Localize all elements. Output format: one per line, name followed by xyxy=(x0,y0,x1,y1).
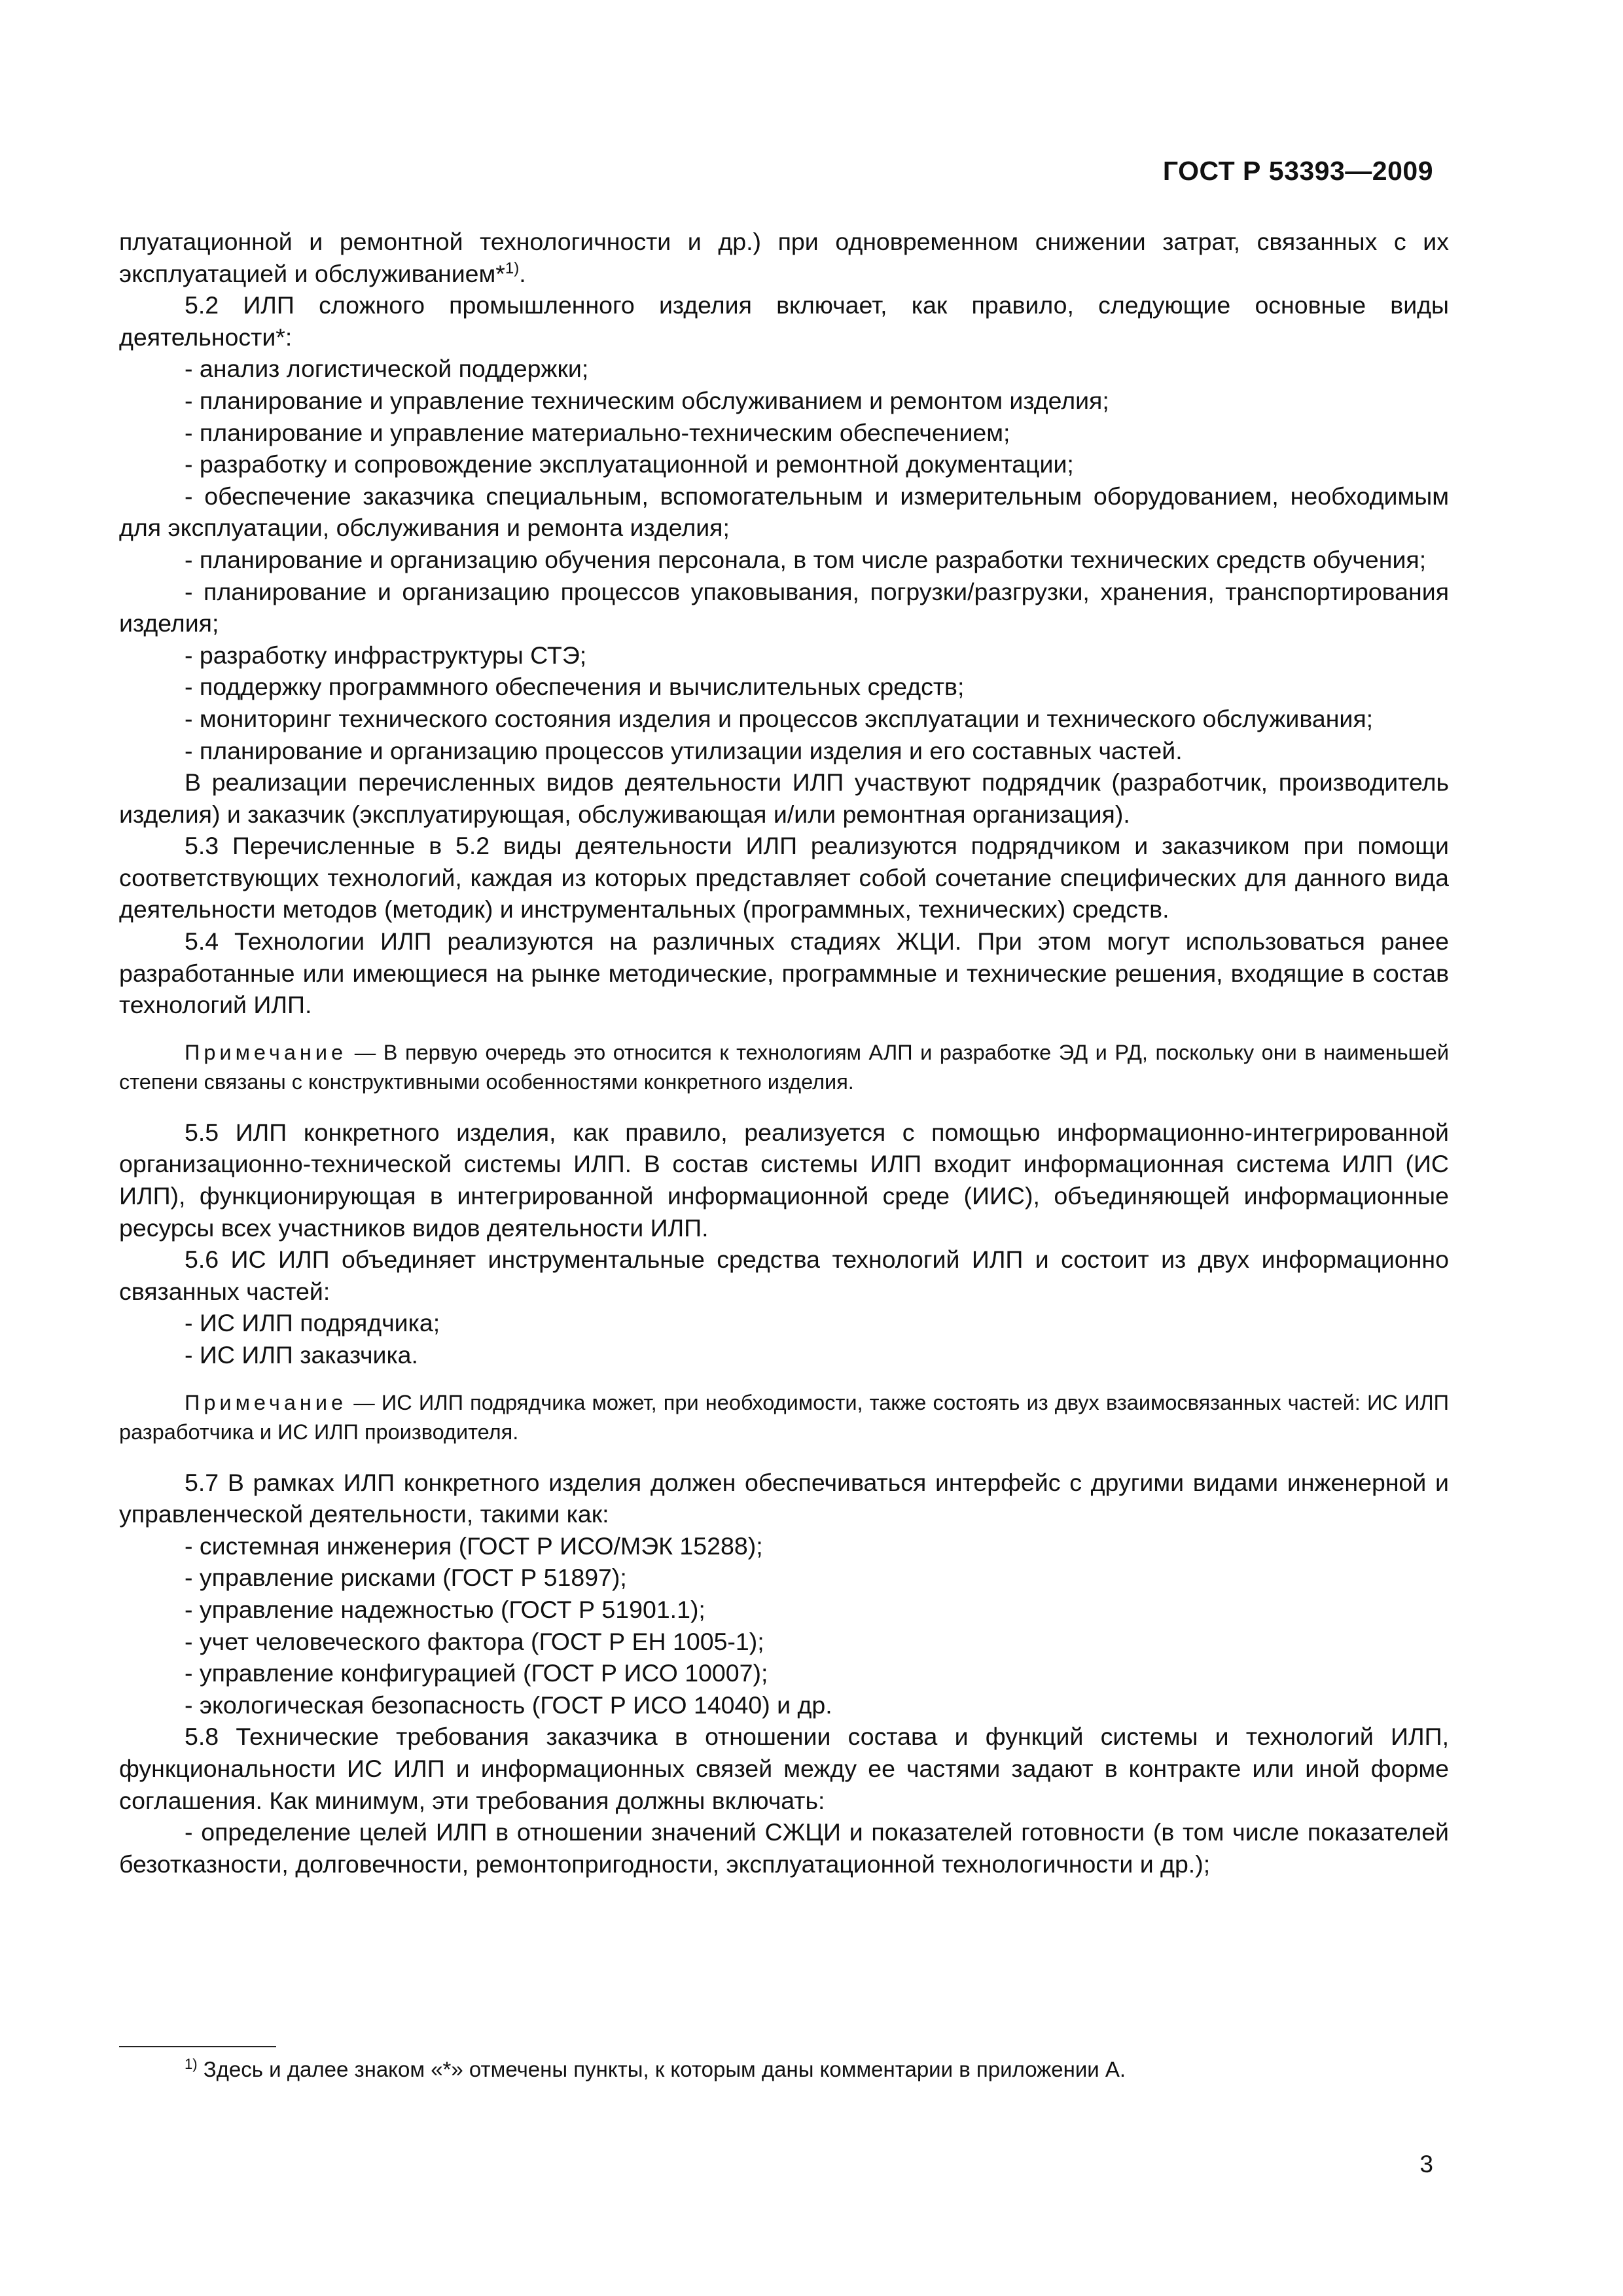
list-item: - поддержку программного обеспечения и вычислительных средств; xyxy=(185,673,965,701)
clause-5-4: 5.4 Технологии ИЛП реализуются на различных стадиях ЖЦИ. При этом могут использоваться ранее разработанные или имеющиеся на рынке методические, программные и технические решения, входящие в состав технологий ИЛП. xyxy=(119,927,1449,1019)
list-item: - управление надежностью (ГОСТ Р 51901.1); xyxy=(185,1595,705,1623)
list-item: - планирование и организацию обучения персонала, в том числе разработки технических средств обучения; xyxy=(185,545,1427,573)
paragraph-participants: В реализации перечисленных видов деятельности ИЛП участвуют подрядчик (разработчик, производитель изделия) и заказчик (эксплуатирующая, обслуживающая и/или ремонтная организация). xyxy=(119,768,1449,828)
list-item: - разработку и сопровождение эксплуатационной и ремонтной документации; xyxy=(185,450,1074,478)
list-item: - планирование и организацию процессов утилизации изделия и его составных частей. xyxy=(185,736,1183,764)
list-item: - учет человеческого фактора (ГОСТ Р ЕН 1005-1); xyxy=(185,1627,764,1655)
list-item: - ИС ИЛП заказчика. xyxy=(185,1341,418,1369)
list-item: - ИС ИЛП подрядчика; xyxy=(185,1309,440,1337)
paragraph-continuation: плуатационной и ремонтной технологичности и др.) при одновременном снижении затрат, связанных с их эксплуатацией и обслуживанием*$^{1)}$. xyxy=(119,228,1449,287)
clause-5-5: 5.5 ИЛП конкретного изделия, как правило, реализуется с помощью информационно-интегрированной организационно-технической системы ИЛП. В состав системы ИЛП входит информационная система ИЛП (ИС ИЛП), функционирующая в интегрированной информационной среде (ИИС), объединяющей информационные ресурсы всех участников видов деятельности ИЛП. xyxy=(119,1118,1449,1242)
list-item: - обеспечение заказчика специальным, вспомогательным и измерительным оборудованием, необходимым для эксплуатации, обслуживания и ремонта изделия; xyxy=(119,482,1449,542)
list-item: - экологическая безопасность (ГОСТ Р ИСО 14040) и др. xyxy=(185,1691,832,1719)
clause-5-3: 5.3 Перечисленные в 5.2 виды деятельности ИЛП реализуются подрядчиком и заказчиком при помощи соответствующих технологий, каждая из которых представляет собой сочетание специфических для данного вида деятельности методов (методик) и инструментальных (программных, технических) средств. xyxy=(119,832,1449,924)
footnote-mark: 1) xyxy=(185,2056,198,2072)
page-number: 3 xyxy=(1419,2151,1433,2178)
list-item: - планирование и управление материально-техническим обеспечением; xyxy=(185,418,1010,446)
note-1: Примечание — В первую очередь это относится к технологиям АЛП и разработке ЭД и РД, поскольку они в наименьшей степени связаны с конструктивными особенностями конкретного изделия. xyxy=(119,1040,1449,1094)
list-item: - определение целей ИЛП в отношении значений СЖЦИ и показателей готовности (в том числе показателей безотказности, долговечности, ремонтопригодности, эксплуатационной технологичности и др.); xyxy=(119,1818,1449,1878)
clause-5-2: 5.2 ИЛП сложного промышленного изделия включает, как правило, следующие основные виды деятельности*: xyxy=(119,291,1449,351)
document-header: ГОСТ Р 53393—2009 xyxy=(1162,156,1433,186)
footnote: $^{1)}$ Здесь и далее знаком «*» отмечены пункты, к которым даны комментарии в приложении А. xyxy=(185,2056,1126,2081)
clause-5-6: 5.6 ИС ИЛП объединяет инструментальные средства технологий ИЛП и состоит из двух информационно связанных частей: xyxy=(119,1246,1449,1305)
list-item: - планирование и организацию процессов упаковывания, погрузки/разгрузки, хранения, транспортирования изделия; xyxy=(119,577,1449,637)
list-item: - управление конфигурацией (ГОСТ Р ИСО 10007); xyxy=(185,1659,768,1687)
document-body xyxy=(119,226,1449,1880)
footnote-divider xyxy=(119,2046,276,2047)
clause-5-8: 5.8 Технические требования заказчика в отношении состава и функций системы и технологий ИЛП, функциональности ИС ИЛП и информационных связей между ее частями задают в контракте или иной форме соглашения. Как минимум, эти требования должны включать: xyxy=(119,1723,1449,1814)
note-label: Примечание xyxy=(185,1040,348,1064)
list-item: - мониторинг технического состояния изделия и процессов эксплуатации и технического обслуживания; xyxy=(185,704,1374,732)
note-label: Примечание xyxy=(185,1390,348,1414)
list-item: - системная инженерия (ГОСТ Р ИСО/МЭК 15288); xyxy=(185,1532,763,1560)
note-2: Примечание — ИС ИЛП подрядчика может, при необходимости, также состоять из двух взаимосвязанных частей: ИС ИЛП разработчика и ИС ИЛП производителя. xyxy=(119,1390,1449,1444)
list-item: - разработку инфраструктуры СТЭ; xyxy=(185,641,587,669)
footnote-ref[interactable]: 1) xyxy=(505,259,520,278)
list-item: - планирование и управление техническим обслуживанием и ремонтом изделия; xyxy=(185,386,1109,414)
list-item: - анализ логистической поддержки; xyxy=(185,355,589,383)
list-item: - управление рисками (ГОСТ Р 51897); xyxy=(185,1564,627,1592)
clause-5-7: 5.7 В рамках ИЛП конкретного изделия должен обеспечиваться интерфейс с другими видами инженерной и управленческой деятельности, такими как: xyxy=(119,1468,1449,1528)
